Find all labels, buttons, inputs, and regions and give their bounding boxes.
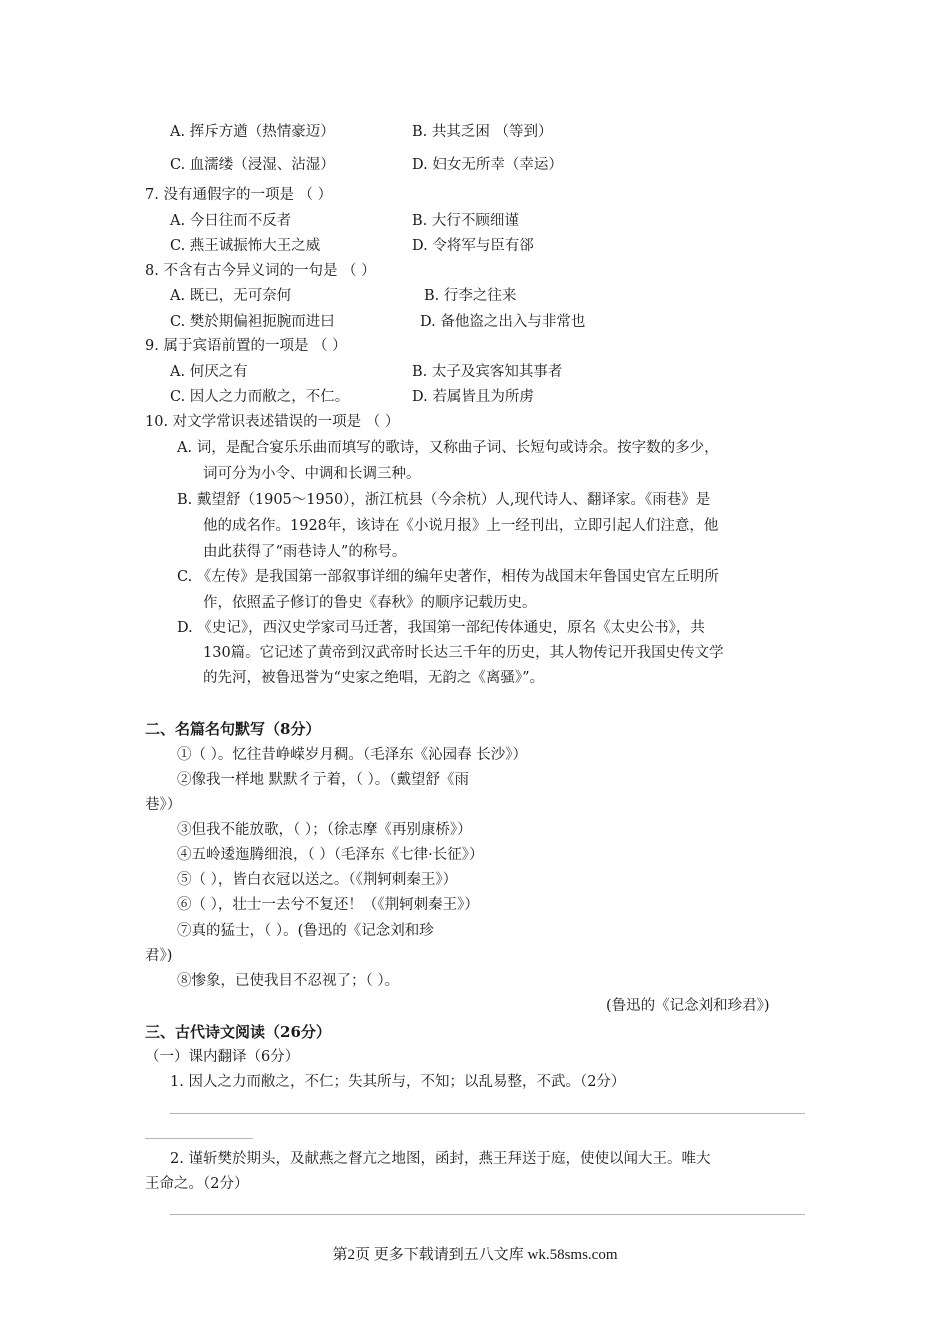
answer-line bbox=[170, 1214, 805, 1215]
q7-option-b: B. 大行不顾细谨 bbox=[412, 213, 519, 229]
q8-option-b: B. 行李之往来 bbox=[424, 288, 517, 304]
translation-q2: 2. 谨斩樊於期头，及献燕之督亢之地图，函封，燕王拜送于庭，使使以闻大王。唯大 bbox=[170, 1151, 711, 1167]
q8-stem: 8. 不含有古今异义词的一句是 （ ） bbox=[145, 263, 376, 279]
q9-option-d: D. 若属皆且为所虏 bbox=[412, 389, 534, 405]
recitation-item: ⑦真的猛士，（ ）。(鲁迅的《记念刘和珍 bbox=[177, 923, 434, 939]
recitation-item: 巷》） bbox=[145, 797, 182, 813]
answer-line bbox=[170, 1113, 805, 1114]
q7-stem: 7. 没有通假字的一项是 （ ） bbox=[145, 187, 333, 203]
q10-c-line: C. 《左传》是我国第一部叙事详细的编年史著作，相传为战国末年鲁国史官左丘明所 bbox=[177, 569, 719, 585]
recitation-item: ②像我一样地 默默彳亍着，（ ）。（戴望舒《雨 bbox=[177, 772, 469, 788]
q8-option-d: D. 备他盗之出入与非常也 bbox=[420, 314, 586, 330]
q10-d-line: 的先河，被鲁迅誉为“史家之绝唱，无韵之《离骚》”。 bbox=[203, 670, 545, 686]
q7-option-a: A. 今日往而不反者 bbox=[170, 213, 292, 229]
q10-b-line: 由此获得了“雨巷诗人”的称号。 bbox=[203, 544, 407, 560]
q6-option-d: D. 妇女无所幸（幸运） bbox=[412, 157, 563, 173]
q6-option-b: B. 共其乏困 （等到） bbox=[412, 124, 553, 140]
recitation-item: ⑧惨象，已使我目不忍视了；（ ）。 bbox=[177, 973, 400, 989]
translation-q1: 1. 因人之力而敝之，不仁；失其所与，不知；以乱易整，不武。（2分） bbox=[170, 1074, 626, 1090]
recitation-item: 君》) bbox=[145, 948, 173, 964]
q9-stem: 9. 属于宾语前置的一项是 （ ） bbox=[145, 338, 347, 354]
q10-a-line: 词可分为小令、中调和长调三种。 bbox=[203, 466, 421, 482]
q10-b-line: 他的成名作。1928年，该诗在《小说月报》上一经刊出，立即引起人们注意，他 bbox=[203, 518, 719, 534]
q7-option-d: D. 令将军与臣有郤 bbox=[412, 238, 534, 254]
recitation-item: ①（ ）。忆往昔峥嵘岁月稠。（毛泽东《沁园春 长沙》） bbox=[177, 747, 527, 763]
section2-title: 二、名篇名句默写（8分） bbox=[145, 720, 321, 738]
q7-option-c: C. 燕王诚振怖大王之威 bbox=[170, 238, 321, 254]
recitation-item: ⑥（ ），壮士一去兮不复还！（《荆轲刺秦王》） bbox=[177, 897, 479, 913]
translation-q2: 王命之。（2分） bbox=[145, 1176, 249, 1192]
q10-d-line: D. 《史记》，西汉史学家司马迁著，我国第一部纪传体通史，原名《太史公书》，共 bbox=[177, 620, 705, 636]
recitation-item: ③但我不能放歌，（ ）；（徐志摩《再别康桥》） bbox=[177, 822, 472, 838]
q10-c-line: 作，依照孟子修订的鲁史《春秋》的顺序记载历史。 bbox=[203, 595, 537, 611]
q6-option-c: C. 血濡缕（浸湿、沾湿） bbox=[170, 157, 335, 173]
answer-line bbox=[145, 1138, 253, 1139]
q9-option-c: C. 因人之力而敝之，不仁。 bbox=[170, 389, 350, 405]
recitation-item: (鲁迅的《记念刘和珍君》) bbox=[606, 998, 770, 1014]
q9-option-b: B. 太子及宾客知其事者 bbox=[412, 364, 563, 380]
section3-subtitle: （一）课内翻译（6分） bbox=[145, 1049, 300, 1065]
q6-option-a: A. 挥斥方遒（热情豪迈） bbox=[170, 124, 335, 140]
q8-option-a: A. 既已，无可奈何 bbox=[170, 288, 292, 304]
page-footer: 第2页 更多下载请到五八文库 wk.58sms.com bbox=[332, 1247, 618, 1263]
q10-b-line: B. 戴望舒（1905～1950），浙江杭县（今余杭）人,现代诗人、翻译家。《雨巷》是 bbox=[177, 492, 711, 508]
q8-option-c: C. 樊於期偏袒扼腕而进曰 bbox=[170, 314, 335, 330]
q9-option-a: A. 何厌之有 bbox=[170, 364, 248, 380]
q10-a-line: A. 词，是配合宴乐乐曲而填写的歌诗，又称曲子词、长短句或诗余。按字数的多少， bbox=[177, 440, 719, 456]
recitation-item: ④五岭逶迤腾细浪，（ ）（毛泽东《七律·长征》） bbox=[177, 847, 484, 863]
recitation-item: ⑤（ ），皆白衣冠以送之。（《荆轲刺秦王》） bbox=[177, 872, 458, 888]
q10-stem: 10. 对文学常识表述错误的一项是 （ ） bbox=[145, 414, 400, 430]
section3-title: 三、古代诗文阅读（26分） bbox=[145, 1023, 331, 1041]
q10-d-line: 130篇。它记述了黄帝到汉武帝时长达三千年的历史，其人物传记开我国史传文学 bbox=[203, 645, 724, 661]
